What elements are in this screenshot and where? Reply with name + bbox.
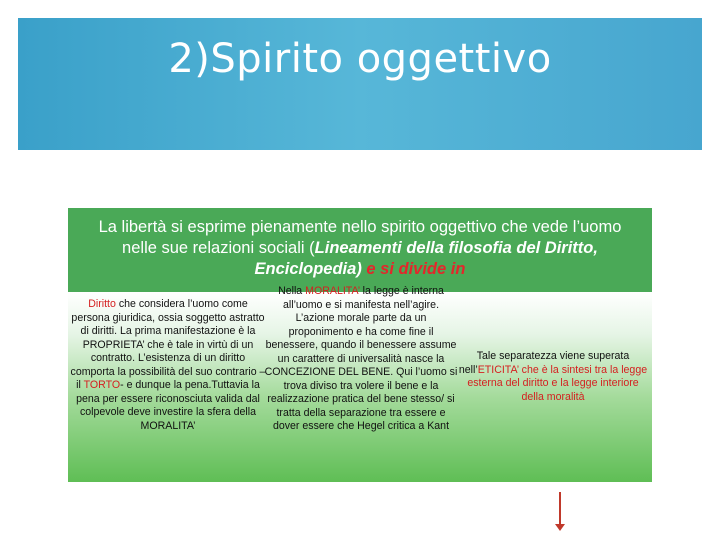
- intro-works: Lineamenti della filosofia del Diritto, Enciclopedia: [254, 239, 598, 278]
- diritto-term: Diritto: [88, 298, 116, 310]
- columns-area: [68, 285, 652, 482]
- eticita-lead: Tale separatezza viene superata nell’: [458, 350, 630, 376]
- intro-text: [68, 208, 652, 292]
- intro-part1: La libertà si esprime pienamente nello spirito oggettivo che vede l’uomo nelle sue relazioni sociali (: [98, 218, 622, 257]
- down-arrow-line: [559, 492, 561, 526]
- column-moralita: [264, 285, 458, 434]
- diritto-text-end: - e dunque la pena.Tuttavia la pena per essere riconosciuta valida dal colpevole deve investire la sfera della MORALITA’: [76, 379, 260, 432]
- intro-divides: e si divide in: [366, 260, 466, 278]
- slide-title: 2)Spirito oggettivo: [168, 36, 552, 82]
- column-diritto: [70, 298, 266, 433]
- torto-term: TORTO: [83, 379, 121, 391]
- eticita-text: che è la sintesi tra la legge esterna del diritto e la legge interiore della moralità: [467, 363, 648, 403]
- diritto-text: che considera l’uomo come persona giuridica, ossia soggetto astratto di diritti. La prima manifestazione è la PROPRIETA’ che è tale in virtù di un contratto. L’esistenza di un diritto comporta la possibilità del suo contrario – il: [70, 298, 266, 391]
- column-eticita: [456, 350, 650, 404]
- eticita-term: ETICITA’: [477, 363, 519, 376]
- moralita-text: la legge è interna all’uomo e si manifesta nell’agire. L’azione morale parte da un proponimento e ha come fine il benessere, quando il benessere assume un carattere di universalità nasce la CONCEZIONE DEL BENE. Qui l’uomo si trova diviso tra volere il bene e la realizzazione pratica del bene stesso/ si tratta della separazione tra essere e dover essere che Hegel critica a Kant: [264, 285, 458, 432]
- content-box: [68, 208, 652, 482]
- intro-paren: ): [356, 260, 367, 278]
- moralita-term: MORALITA’: [305, 285, 360, 297]
- down-arrow-icon: [555, 524, 565, 531]
- moralita-lead: Nella: [278, 285, 306, 297]
